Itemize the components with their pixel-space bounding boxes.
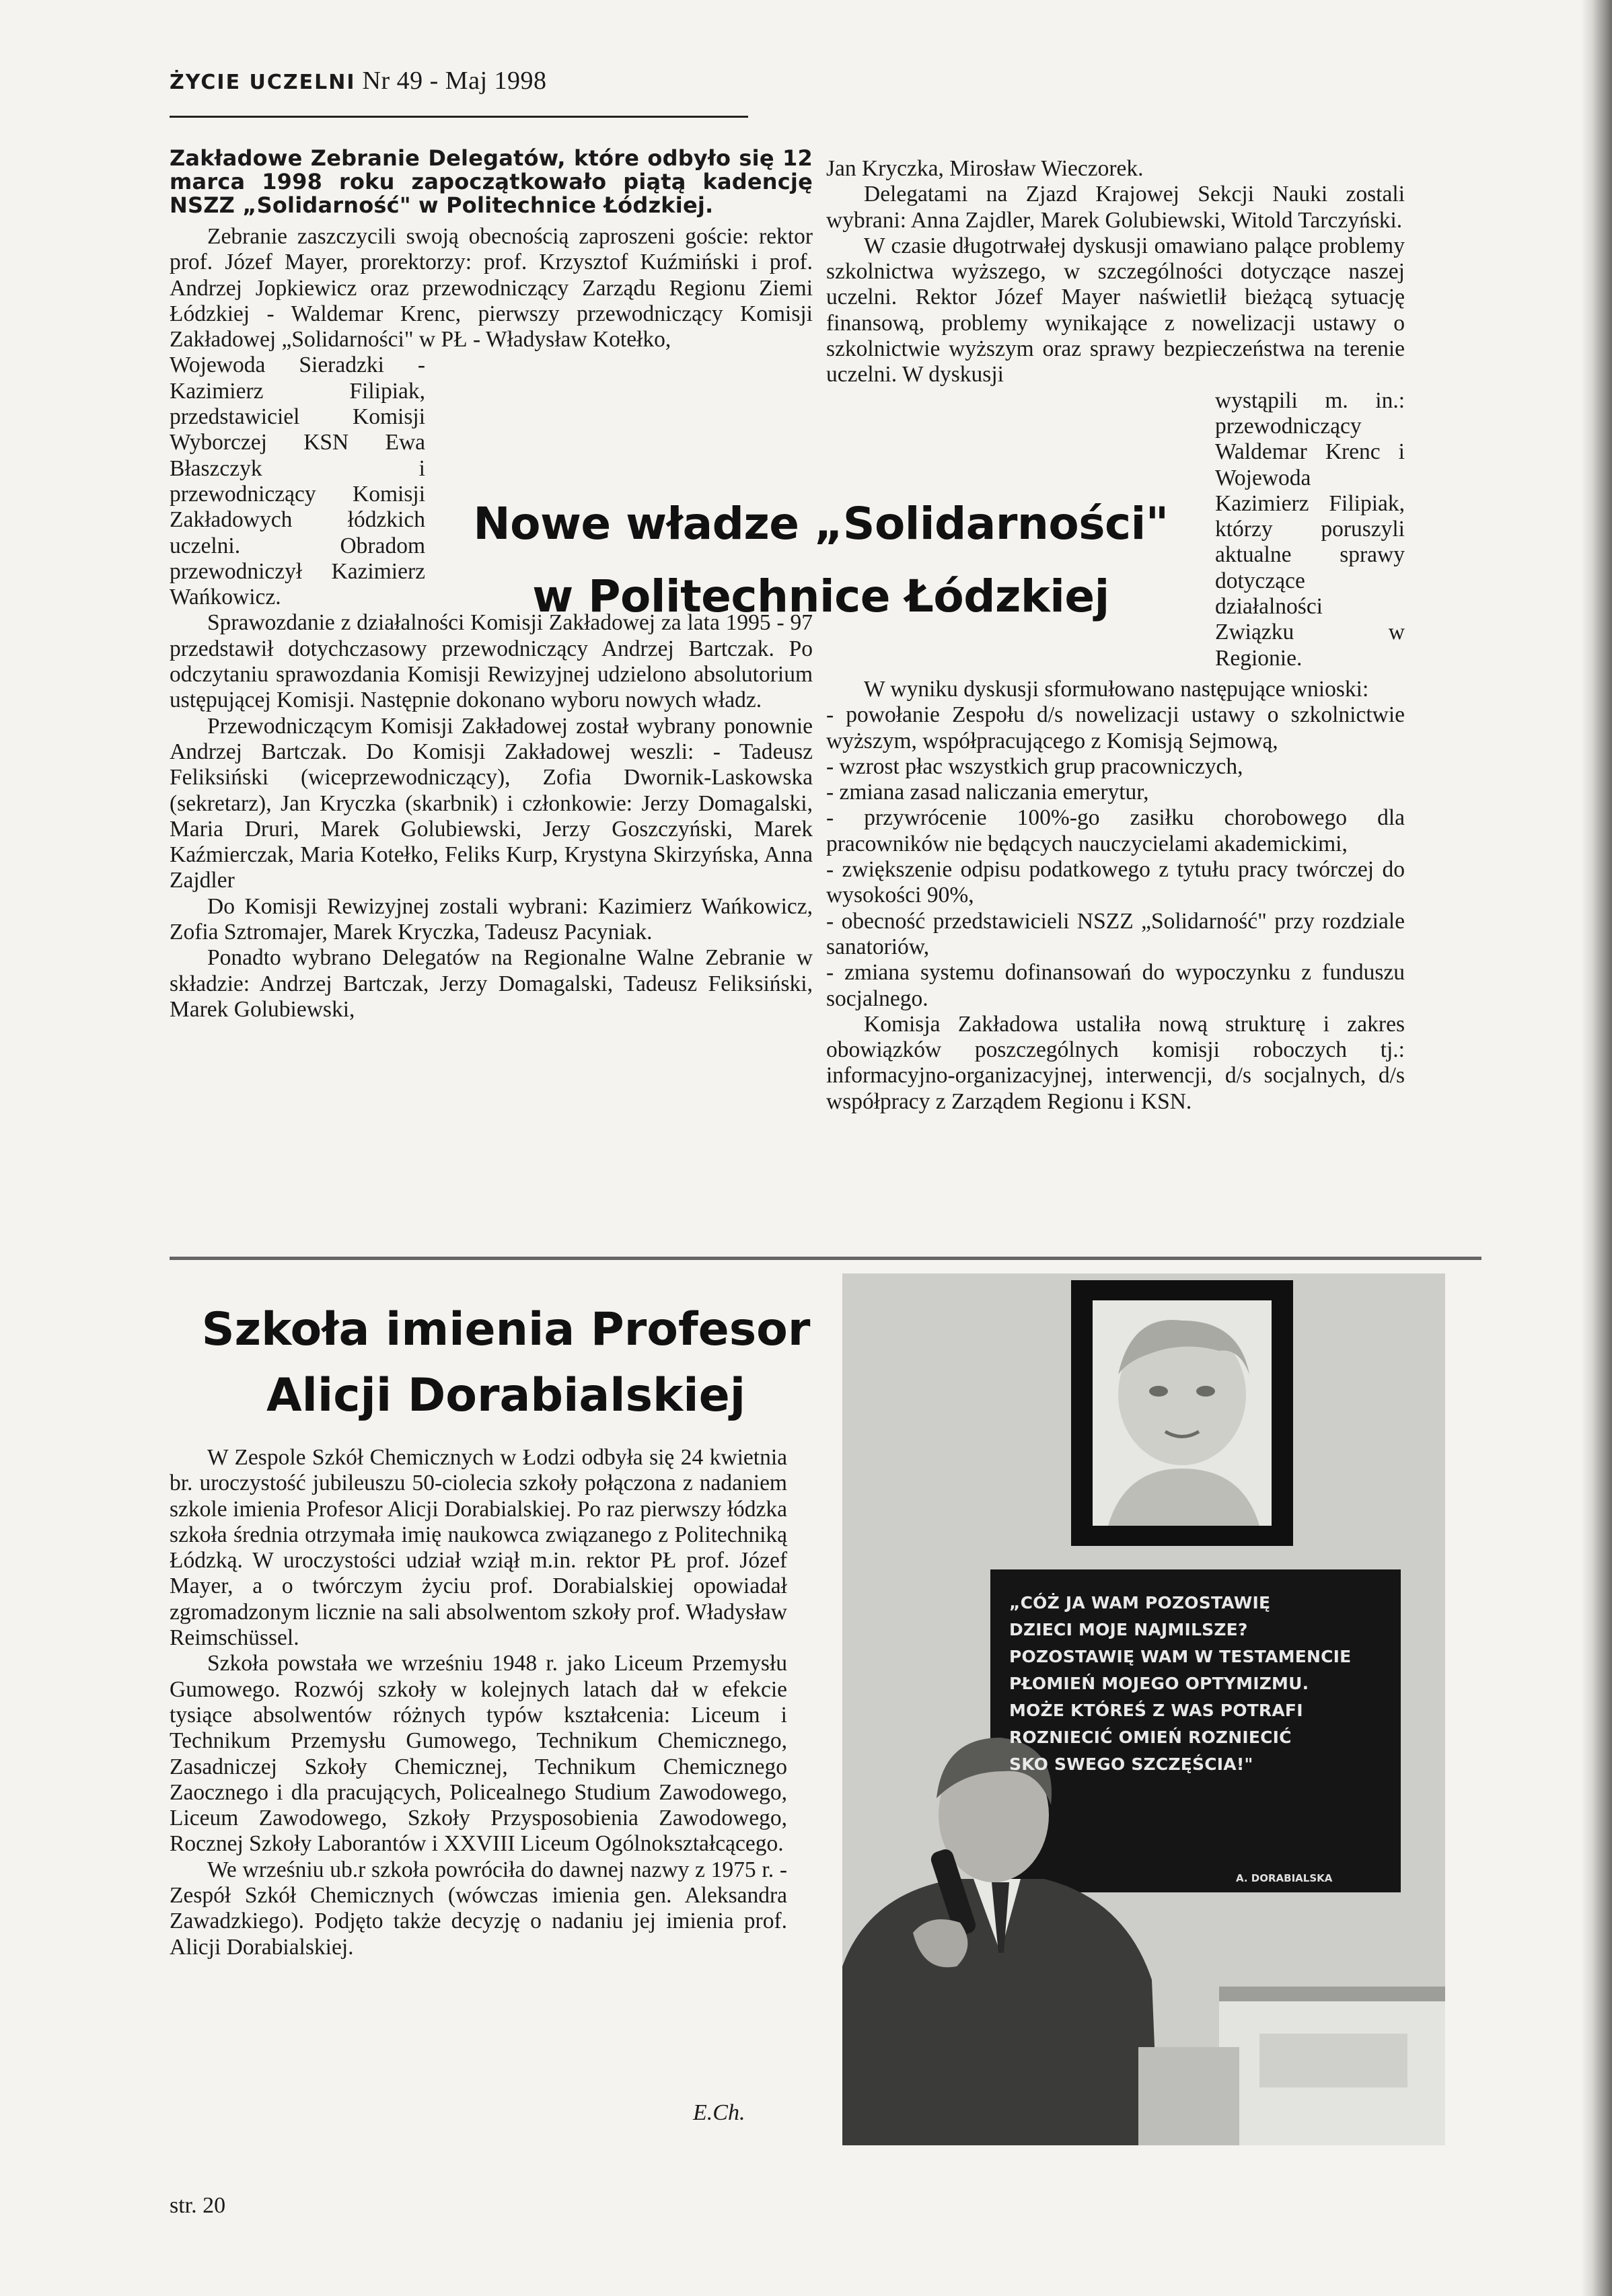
banner-line: PŁOMIEŃ MOJEGO OPTYMIZMU. — [1009, 1674, 1309, 1693]
article1-paragraph: Przewodniczącym Komisji Zakładowej został wybrany ponownie Andrzej Bartczak. Do Komisji Zakładowej weszli: - Tadeusz Feliksiński (wiceprzewodniczący), Zofia Dwornik-Laskowska (sekretarz), Jan Kryczka (skarbnik) i członkowie: Jerzy Domagalski, Maria Druri, Marek Golubiewski, Jerzy Goszczyński, Marek Kaźmierczak, Maria Kotełko, Feliks Kurp, Krystyna Skirzyńska, Anna Zajdler — [170, 713, 813, 893]
page-number: str. 20 — [170, 2193, 226, 2218]
article1-paragraph: Do Komisji Rewizyjnej zostali wybrani: Kazimierz Wańkowicz, Zofia Sztromajer, Marek Kryczka, Tadeusz Pacyniak. — [170, 893, 813, 945]
article2-title-line1: Szkoła imienia Profesor — [201, 1303, 811, 1356]
issue-info: Nr 49 - Maj 1998 — [362, 67, 547, 95]
binding-shadow — [1581, 0, 1612, 2296]
article1-paragraph: Zebranie zaszczycili swoją obecnością zaproszeni goście: rektor prof. Józef Mayer, prorektorzy: prof. Krzysztof Kuźmiński i prof. Andrzej Jopkiewicz oraz przewodniczący Zarządu Regionu Ziemi Łódzkiej - Waldemar Krenc, pierwszy przewodniczący Komisji Zakładowej „Solidarności" w PŁ - Władysław Kotełko, — [170, 224, 813, 353]
article2-title — [170, 1297, 842, 1429]
article1-paragraph: Sprawozdanie z działalności Komisji Zakładowej za lata 1995 - 97 przedstawił dotychczasowy przewodniczący Andrzej Bartczak. Po odczytaniu sprawozdania Komisji Rewizyjnej udzielono absolutorium ustępującej Komisji. Następnie dokonano wyboru nowych władz. — [170, 610, 813, 713]
list-item: - zmiana systemu dofinansowań do wypoczynku z funduszu socjalnego. — [826, 960, 1405, 1011]
article2-body — [170, 1445, 787, 1960]
banner-line: ROZNIECIĆ OMIEŃ ROZNIECIĆ — [1009, 1728, 1292, 1747]
article1-paragraph: Delegatami na Zjazd Krajowej Sekcji Nauki zostali wybrani: Anna Zajdler, Marek Golubiewski, Witold Tarczyński. — [826, 182, 1405, 233]
list-item: - przywrócenie 100%-go zasiłku chorobowego dla pracowników nie będących nauczycielami akademickimi, — [826, 805, 1405, 856]
article2-paragraph: Szkoła powstała we wrześniu 1948 r. jako Liceum Przemysłu Gumowego. Rozwój szkoły w kolejnych latach dał w efekcie tysiące absolwentów różnych typów kształcenia: Liceum i Technikum Przemysłu Gumowego, Technikum Chemicznego, Zasadniczej Szkoły Chemicznej, Technikum Chemicznego Zaocznego i dla pracujących, Policealnego Studium Zawodowego, Liceum Zawodowego, Szkoły Przysposobienia Zawodowego, Rocznej Szkoły Laborantów i XXVIII Liceum Ogólnokształcącego. — [170, 1651, 787, 1857]
list-item: - powołanie Zespołu d/s nowelizacji ustawy o szkolnictwie wyższym, współpracującego z Komisją Sejmową, — [826, 702, 1405, 753]
article1-title-line1: Nowe władze „Solidarności" — [473, 498, 1169, 550]
list-item: - zwiększenie odpisu podatkowego z tytułu pracy twórczej do wysokości 90%, — [826, 857, 1405, 908]
article1-paragraph: wystąpili m. in.: przewodniczący Waldemar Krenc i Wojewoda Kazimierz Filipiak, którzy poruszyli aktualne sprawy dotyczące działalności Związku w Regionie. — [1215, 387, 1405, 671]
banner-line: MOŻE KTÓREŚ Z WAS POTRAFI — [1009, 1701, 1303, 1720]
banner-line: POZOSTAWIĘ WAM W TESTAMENCIE — [1009, 1647, 1352, 1666]
article1-paragraph: Wojewoda Sieradzki - Kazimierz Filipiak, przedstawiciel Komisji Wyborczej KSN Ewa Błaszczyk i przewodniczący Komisji Zakładowych łódzkich uczelni. Obradom przewodniczył Kazimierz Wańkowicz. — [170, 353, 425, 610]
article2-signature: E.Ch. — [693, 2100, 745, 2125]
article1-title-line2: w Politechnice Łódzkiej — [532, 570, 1109, 622]
header-rule — [170, 116, 748, 118]
list-item: - zmiana zasad naliczania emerytur, — [826, 780, 1149, 805]
article2-title-line2: Alicji Dorabialskiej — [266, 1369, 746, 1422]
article1-paragraph: W wyniku dyskusji sformułowano następujące wnioski: — [864, 676, 1369, 702]
article1-lead: Zakładowe Zebranie Delegatów, które odbyło się 12 marca 1998 roku zapoczątkowało piątą kadencję NSZZ „Solidarność" w Politechnice Łódzkiej. — [170, 145, 813, 218]
event-photo — [842, 1273, 1445, 2145]
banner-line: DZIECI MOJE NAJMILSZE? — [1009, 1620, 1248, 1639]
article1-paragraph: Komisja Zakładowa ustaliła nową strukturę i zakres obowiązków poszczególnych komisji roboczych tj.: informacyjno-organizacyjnej, interwencji, d/s socjalnych, d/s współpracy z Zarządem Regionu i KSN. — [826, 1011, 1405, 1114]
section-divider — [170, 1257, 1481, 1260]
banner-line: SKO SWEGO SZCZĘŚCIA!" — [1009, 1754, 1253, 1774]
list-item: - obecność przedstawicieli NSZZ „Solidarność" przy rozdziale sanatoriów, — [826, 908, 1405, 959]
article1-paragraph: Ponadto wybrano Delegatów na Regionalne Walne Zebranie w składzie: Andrzej Bartczak, Jerzy Domagalski, Tadeusz Feliksiński, Marek Golubiewski, — [170, 945, 813, 1022]
article1-paragraph: Jan Kryczka, Mirosław Wieczorek. — [826, 156, 1144, 181]
article2-paragraph: We wrześniu ub.r szkoła powróciła do dawnej nazwy z 1975 r. - Zespół Szkół Chemicznych (wówczas imienia gen. Aleksandra Zawadzkiego). Podjęto także decyzję o nadaniu jej imienia prof. Alicji Dorabialskiej. — [170, 1857, 787, 1960]
article1-column2 — [826, 156, 1405, 1115]
masthead: ŻYCIE UCZELNI — [170, 71, 356, 94]
article2-paragraph: W Zespole Szkół Chemicznych w Łodzi odbyła się 24 kwietnia br. uroczystość jubileuszu 50-ciolecia szkoły połączona z nadaniem szkole imienia Profesor Alicji Dorabialskiej. Po raz pierwszy łódzka szkoła średnia otrzymała imię naukowca związanego z Politechniką Łódzką. W uroczystości udział wziął m.in. rektor PŁ prof. Józef Mayer, a o twórczym życiu prof. Dorabialskiej opowiadał zgromadzonym licznie na sali absolwentom szkoły prof. Władysław Reimschüssel. — [170, 1445, 787, 1651]
article1-paragraph: W czasie długotrwałej dyskusji omawiano palące problemy szkolnictwa wyższego, w szczególności dotyczące naszej uczelni. Rektor Józef Mayer naświetlił bieżącą sytuację finansową, problemy wynikające z nowelizacji ustawy o szkolnictwie wyższym oraz sprawy bezpieczeństwa na terenie uczelni. W dyskusji — [826, 233, 1405, 387]
page-header — [170, 66, 547, 96]
banner-signature: A. DORABIALSKA — [1236, 1872, 1333, 1884]
list-item: - wzrost płac wszystkich grup pracowniczych, — [826, 753, 1243, 779]
banner-line: „CÓŻ JA WAM POZOSTAWIĘ — [1009, 1593, 1271, 1613]
banner-quote — [1009, 1590, 1386, 1778]
